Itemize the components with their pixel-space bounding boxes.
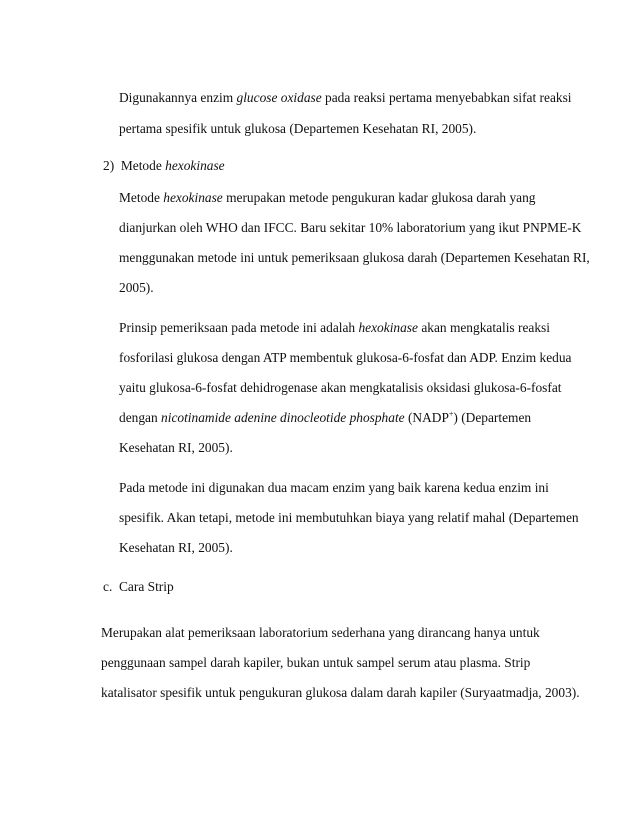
text: dengan — [119, 410, 162, 425]
text: merupakan metode pengukuran kadar glukosa darah yang — [222, 190, 536, 205]
para2-line2: dianjurkan oleh WHO dan IFCC. Baru sekitar 10% laboratorium yang ikut PNPME-K — [119, 220, 582, 235]
para3-line3: yaitu glukosa-6-fosfat dehidrogenase akan mengkatalisis oksidasi glukosa-6-fosfat — [119, 380, 562, 395]
para4-line3: Kesehatan RI, 2005). — [119, 540, 233, 555]
para3-line5: Kesehatan RI, 2005). — [119, 440, 233, 455]
italic-term: nicotinamide adenine dinocleotide phosphate — [161, 410, 405, 425]
para4-line2: spesifik. Akan tetapi, metode ini membutuhkan biaya yang relatif mahal (Departemen — [119, 510, 579, 525]
text: ) (Departemen — [453, 410, 532, 425]
para1-line1 — [119, 90, 572, 106]
para2-line4: 2005). — [119, 280, 154, 295]
text: Metode — [119, 190, 164, 205]
section-c-heading — [103, 579, 174, 595]
para4-line1: Pada metode ini digunakan dua macam enzim yang baik karena kedua enzim ini — [119, 480, 549, 495]
italic-term: hexokinase — [165, 158, 225, 173]
para3-line2: fosforilasi glukosa dengan ATP membentuk glukosa-6-fosfat dan ADP. Enzim kedua — [119, 350, 572, 365]
para2-line3: menggunakan metode ini untuk pemeriksaan glukosa darah (Departemen Kesehatan RI, — [119, 250, 590, 265]
para5-line2: penggunaan sampel darah kapiler, bukan untuk sampel serum atau plasma. Strip — [101, 655, 531, 670]
para3-line4 — [119, 410, 531, 426]
text: akan mengkatalis reaksi — [417, 320, 550, 335]
text: pada reaksi pertama menyebabkan sifat reaksi — [321, 90, 572, 105]
list-letter: c. — [103, 579, 113, 594]
italic-term: glucose oxidase — [236, 90, 322, 105]
text: Digunakannya enzim — [119, 90, 237, 105]
para2-line1 — [119, 190, 535, 206]
para5-line1: Merupakan alat pemeriksaan laboratorium sederhana yang dirancang hanya untuk — [101, 625, 540, 640]
para1-line2: pertama spesifik untuk glukosa (Departemen Kesehatan RI, 2005). — [119, 121, 477, 136]
list-number: 2) — [103, 158, 115, 173]
section-title: Cara Strip — [119, 579, 174, 594]
item2-heading — [103, 158, 225, 174]
text: Prinsip pemeriksaan pada metode ini adalah — [119, 320, 359, 335]
superscript: + — [448, 409, 454, 419]
para3-line1 — [119, 320, 550, 336]
para5-line3: katalisator spesifik untuk pengukuran glukosa dalam darah kapiler (Suryaatmadja, 2003). — [101, 685, 580, 700]
italic-term: hexokinase — [163, 190, 223, 205]
italic-term: hexokinase — [358, 320, 418, 335]
text: (NADP — [404, 410, 449, 425]
text: Metode — [120, 158, 166, 173]
